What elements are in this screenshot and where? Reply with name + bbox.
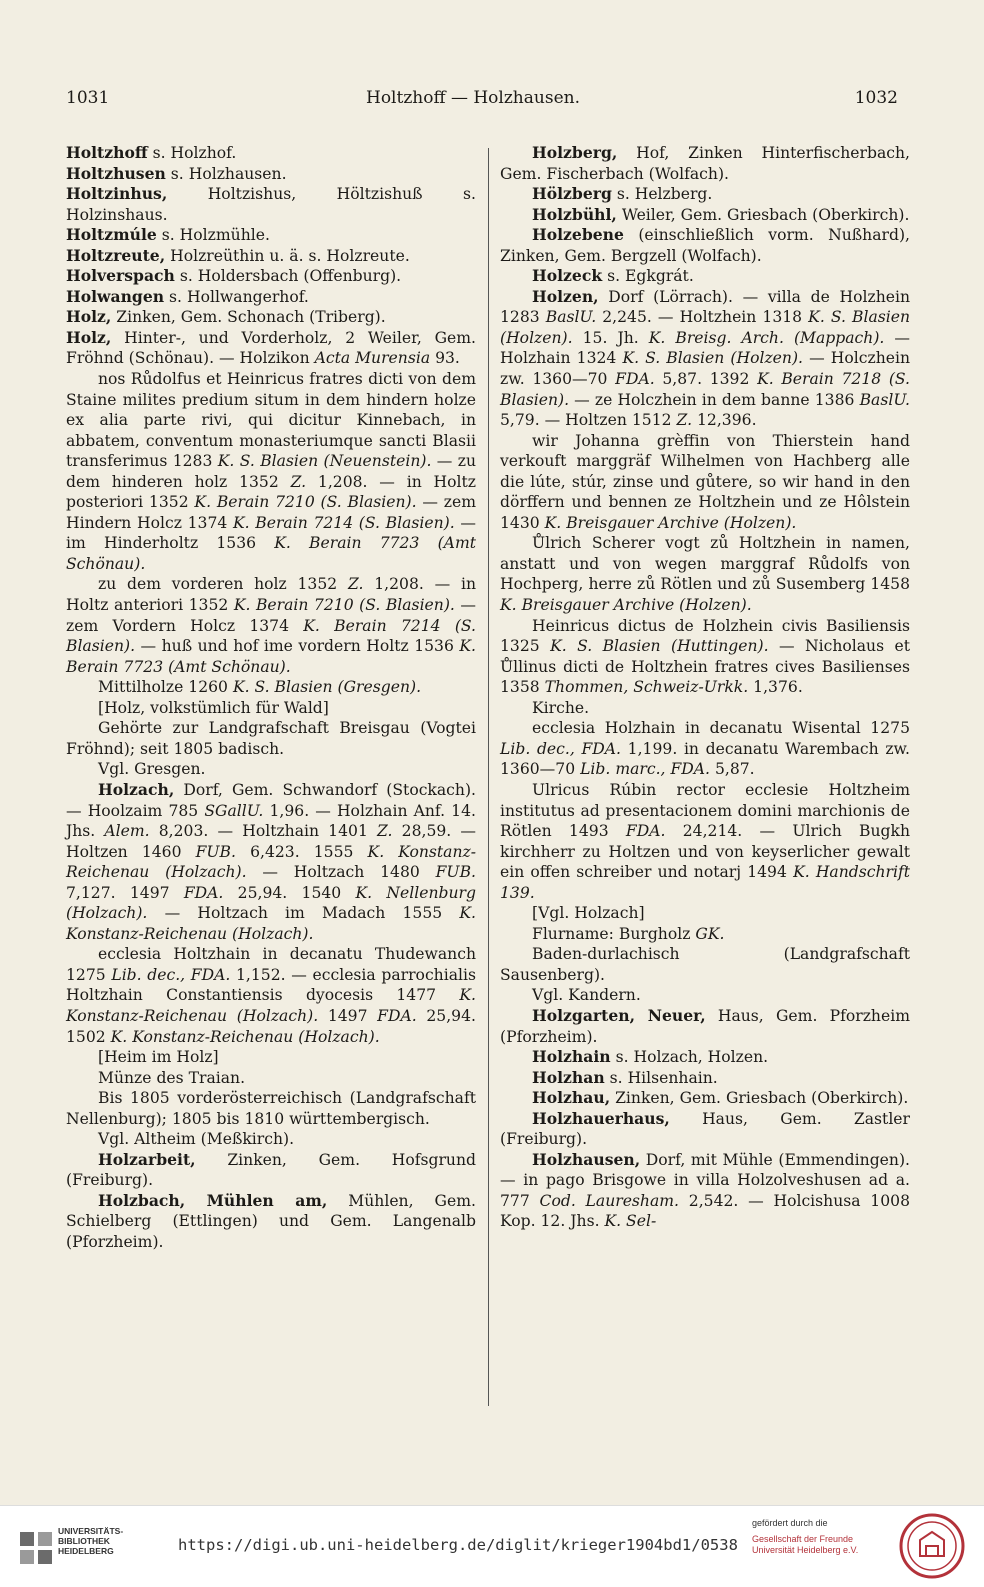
entry-text: — zem Vordern Holcz 1374	[66, 596, 476, 635]
entry-paragraph	[66, 1068, 476, 1089]
entry-text: s. Holzhausen.	[165, 164, 287, 183]
entry-text: — im Hinderholtz 1536	[66, 513, 476, 553]
entry-paragraph	[500, 266, 910, 287]
left-column	[66, 143, 476, 1253]
entry-headword: Holtzreute,	[66, 245, 166, 265]
entry-text: Mittilholze 1260	[98, 678, 233, 697]
entry-paragraph	[500, 287, 910, 431]
source-citation: Thommen, Schweiz-Urkk.	[544, 678, 749, 697]
entry-text: — Holtzach im Madach 1555	[147, 904, 460, 923]
entry-text: 12,396.	[692, 411, 757, 430]
entry-text: 5,87.	[710, 760, 755, 779]
entry-text: Dorf, Gem. Schwandorf (Stockach). — Hoolzaim 785	[66, 780, 476, 820]
entry-text: 1,376.	[748, 678, 803, 697]
source-citation: FUB.	[195, 842, 236, 861]
entry-headword: Holz,	[66, 327, 112, 347]
entry-text: 6,423. 1555	[235, 842, 368, 861]
source-citation: K. Berain 7214 (S. Blasien).	[66, 616, 476, 656]
entry-text: Kirche.	[532, 698, 590, 717]
source-citation: FDA.	[625, 822, 666, 841]
entry-paragraph	[500, 985, 910, 1006]
entry-headword: Holzhau,	[532, 1088, 611, 1108]
source-citation: FDA.	[615, 370, 655, 389]
entry-headword: Holtzhoff	[66, 143, 148, 162]
source-citation: K. Breisgauer Archive (Holzen).	[544, 513, 797, 532]
entry-paragraph	[500, 924, 910, 945]
running-title: Holtzhoff — Holzhausen.	[366, 88, 580, 108]
entry-text: [Heim im Holz]	[98, 1048, 219, 1067]
entry-text: s. Egkgrát.	[602, 267, 694, 286]
source-citation: Lib. marc., FDA.	[580, 760, 710, 779]
entry-text: 7,127. 1497	[66, 883, 184, 902]
entry-paragraph	[500, 225, 910, 266]
source-citation: Z.	[377, 822, 393, 841]
entry-text: Vgl. Gresgen.	[98, 760, 206, 779]
entry-text: Vgl. Kandern.	[532, 986, 641, 1005]
sponsor-name-line: Gesellschaft der Freunde	[752, 1534, 854, 1544]
entry-text: s. Holzmühle.	[156, 226, 270, 245]
entry-headword: Holwangen	[66, 286, 165, 306]
entry-text: Holzreüthin u. ä. s. Holzreute.	[165, 246, 410, 265]
entry-text: Zinken, Gem. Schonach (Triberg).	[111, 308, 386, 327]
entry-text: Heinricus dictus de Holzhein civis Basiliensis 1325	[500, 616, 910, 656]
source-citation: FDA.	[377, 1006, 417, 1025]
source-citation: K. Berain 7210 (S. Blasien).	[233, 596, 455, 615]
source-citation: K. Berain 7723 (Amt Schönau).	[66, 637, 476, 676]
source-citation: K. Sel-	[604, 1212, 657, 1231]
source-citation: BaslU.	[545, 308, 597, 327]
source-citation: K. S. Blasien (Neuenstein).	[217, 452, 432, 471]
entry-text: 2,542. — Holcishusa 1008 Kop. 12. Jhs.	[500, 1191, 910, 1231]
source-citation: K. Konstanz-Reichenau (Holzach).	[110, 1027, 380, 1046]
entry-headword: Holzarbeit,	[98, 1149, 196, 1169]
entry-headword: Holzeck	[532, 266, 603, 286]
entry-headword: Holzen,	[532, 286, 599, 306]
source-citation: Acta Murensia	[314, 349, 431, 368]
entry-paragraph	[66, 246, 476, 267]
source-citation: K. S. Blasien (Huttingen).	[550, 637, 769, 656]
source-citation: FUB.	[435, 863, 476, 882]
entry-paragraph	[66, 184, 476, 225]
source-citation: FDA.	[183, 883, 224, 902]
entry-paragraph	[66, 780, 476, 944]
entry-headword: Holzhain	[532, 1047, 611, 1067]
entry-paragraph	[500, 1088, 910, 1109]
entry-paragraph	[500, 184, 910, 205]
source-citation: K. Handschrift 139.	[500, 863, 910, 902]
entry-text: Hof, Zinken Hinterfischerbach, Gem. Fischerbach (Wolfach).	[500, 144, 910, 183]
entry-paragraph	[66, 164, 476, 185]
entry-text: ecclesia Holzhain in decanatu Wisental 1275	[532, 719, 910, 738]
entry-text: [Holz, volkstümlich für Wald]	[98, 698, 329, 717]
entry-paragraph	[66, 759, 476, 780]
entry-text: Bis 1805 vorderösterreichisch (Landgrafschaft Nellenburg); 1805 bis 1810 württembergisch.	[66, 1089, 476, 1128]
entry-headword: Holzebene	[532, 225, 624, 245]
entry-text: Holtzishus, Höltzishuß s. Holzinshaus.	[66, 185, 476, 224]
source-citation: BaslU.	[859, 390, 910, 409]
entry-text: — Holczhein zw. 1360—70	[500, 349, 911, 389]
source-citation: K. Breisg. Arch. (Mappach).	[648, 328, 885, 347]
entry-text: 25,94. 1502	[66, 1006, 476, 1046]
entry-text: 28,59. — Holtzen 1460	[66, 822, 476, 861]
entry-paragraph	[66, 1150, 476, 1191]
entry-headword: Holz,	[66, 307, 112, 327]
sponsor-name	[752, 1534, 858, 1556]
entry-paragraph	[66, 574, 476, 677]
entry-text: 15. Jh.	[572, 328, 649, 347]
entry-text: 8,203. — Holtzhain 1401	[149, 822, 377, 841]
entry-paragraph	[500, 143, 910, 184]
entry-text: 2,245. — Holtzhein 1318	[596, 308, 809, 327]
entry-text: s. Holzhof.	[147, 144, 237, 162]
entry-paragraph	[500, 944, 910, 985]
entry-paragraph	[500, 1006, 910, 1047]
entry-text: s. Holzach, Holzen.	[610, 1048, 769, 1067]
page-header	[66, 88, 898, 118]
sponsor-name-line: Universität Heidelberg e.V.	[752, 1545, 859, 1555]
source-citation: K. Nellenburg (Holzach).	[66, 883, 476, 923]
entry-paragraph	[66, 369, 476, 574]
entry-text: Ůlrich Scherer vogt zů Holtzhein in namen, anstatt und von wegen marggraf Růdolfs von Hochperg, herre zů Rötlen und zů Susemberg 1458	[500, 534, 910, 594]
entry-paragraph	[500, 533, 910, 615]
entry-paragraph	[66, 1088, 476, 1129]
entry-headword: Holzhan	[532, 1067, 605, 1087]
entry-paragraph	[66, 698, 476, 719]
entry-text: (einschließlich vorm. Nußhard), Zinken, Gem. Bergzell (Wolfach).	[500, 226, 910, 265]
entry-text: 5,79. — Holtzen 1512	[500, 411, 677, 430]
entry-text: Münze des Traian.	[98, 1068, 246, 1087]
entry-text: — zu dem hinderen holz 1352	[66, 452, 476, 491]
entry-text: — zem Hindern Holcz 1374	[66, 493, 476, 532]
entry-headword: Holzhausen,	[532, 1149, 641, 1169]
page-number-right: 1032	[854, 88, 898, 108]
source-citation: Lib. dec., FDA.	[111, 965, 231, 984]
column-divider	[488, 148, 489, 1406]
entry-headword: Holtzhusen	[66, 163, 166, 183]
entry-text: Hinter-, und Vorderholz, 2 Weiler, Gem. Fröhnd (Schönau). — Holzikon	[66, 328, 476, 368]
entry-headword: Holzbach, Mühlen am,	[98, 1190, 328, 1210]
entry-text: Baden-durlachisch (Landgrafschaft Sausenberg).	[500, 945, 910, 984]
entry-headword: Holzbühl,	[532, 204, 617, 224]
sponsor-label: gefördert durch die	[752, 1518, 828, 1528]
entry-text: [Vgl. Holzach]	[532, 904, 645, 923]
entry-paragraph	[66, 944, 476, 1047]
entry-headword: Hölzberg	[532, 184, 612, 204]
entry-paragraph	[500, 1109, 910, 1150]
entry-text: Vgl. Altheim (Meßkirch).	[98, 1130, 295, 1149]
entry-text: 24,214. — Ulrich Bugkh kirchherr zu Holtzen und von keyserlicher gewalt ein offen schreiber und notarj 1494	[500, 822, 910, 882]
entry-paragraph	[66, 266, 476, 287]
source-citation: Cod. Lauresham.	[539, 1191, 680, 1210]
entry-text: s. Hilsenhain.	[604, 1068, 718, 1087]
source-citation: Z.	[676, 411, 693, 430]
entry-text: 1,208. — in Holtz posteriori 1352	[66, 472, 476, 512]
entry-text: 1,208. — in Holtz anteriori 1352	[66, 575, 477, 615]
source-citation: K. Berain 7218 (S. Blasien).	[500, 370, 910, 409]
university-seal-icon	[898, 1512, 966, 1580]
source-citation: K. Konstanz-Reichenau (Holzach).	[66, 842, 476, 882]
source-citation: K. Konstanz-Reichenau (Holzach).	[66, 986, 476, 1025]
entry-headword: Holzgarten, Neuer,	[532, 1005, 706, 1025]
source-citation: SGallU.	[204, 801, 264, 820]
entry-paragraph	[500, 698, 910, 719]
entry-paragraph	[66, 225, 476, 246]
entry-text: s. Helzberg.	[611, 185, 713, 204]
source-citation: K. Breisgauer Archive (Holzen).	[500, 596, 752, 615]
entry-text: — ze Holczhein in dem banne 1386	[569, 390, 860, 409]
entry-text: Weiler, Gem. Griesbach (Oberkirch).	[616, 205, 910, 224]
entry-text: 1,152. — ecclesia parrochialis Holtzhain Constantiensis dyocesis 1477	[66, 965, 476, 1005]
entry-text: 1,199. in decanatu Warembach zw. 1360—70	[500, 739, 911, 779]
right-column	[500, 143, 910, 1232]
library-name-line: HEIDELBERG	[58, 1546, 114, 1556]
source-citation: K. Berain 7723 (Amt Schönau).	[66, 534, 476, 573]
source-citation: K. Berain 7210 (S. Blasien).	[194, 493, 417, 512]
entry-headword: Holtzmúle	[66, 225, 157, 245]
source-citation: K. Berain 7214 (S. Blasien).	[233, 513, 455, 532]
source-citation: Z.	[347, 575, 364, 594]
entry-paragraph	[500, 1047, 910, 1068]
entry-text: Ulricus Rúbin rector ecclesie Holtzheim institutus ad presentacionem domini marchionis de Rötlen 1493	[500, 780, 910, 841]
entry-text: Dorf, mit Mühle (Emmendingen). — in pago Brisgowe in villa Holzolveshusen ad a. 777	[500, 1150, 910, 1210]
source-citation: Z.	[290, 472, 307, 491]
entry-text: Flurname: Burgholz	[532, 924, 696, 943]
entry-paragraph	[66, 328, 476, 369]
library-name	[58, 1526, 123, 1556]
entry-paragraph	[66, 1129, 476, 1150]
entry-headword: Holtzinhus,	[66, 184, 168, 204]
source-citation: Lib. dec., FDA.	[500, 739, 622, 758]
entry-paragraph	[500, 903, 910, 924]
footer-bar	[0, 1505, 984, 1587]
entry-text: 1497	[318, 1006, 378, 1025]
entry-text: Dorf (Lörrach). — villa de Holzhein 1283	[500, 287, 910, 327]
entry-paragraph	[500, 780, 910, 903]
entry-text: 5,87. 1392	[654, 370, 758, 389]
entry-headword: Holzach,	[98, 779, 175, 799]
library-name-line: UNIVERSITÄTS-	[58, 1526, 124, 1536]
source-citation: GK.	[695, 924, 725, 943]
entry-paragraph	[500, 718, 910, 780]
entry-headword: Holverspach	[66, 266, 175, 286]
source-citation: K. Konstanz-Reichenau (Holzach).	[66, 904, 476, 943]
entry-paragraph	[500, 205, 910, 226]
entry-text: 25,94. 1540	[223, 883, 356, 902]
source-citation: K. S. Blasien (Holzen).	[622, 349, 803, 368]
library-logo-icon	[18, 1530, 54, 1566]
permalink-url[interactable]: https://digi.ub.uni-heidelberg.de/diglit/krieger1904bd1/0538	[178, 1536, 738, 1554]
entry-text: Zinken, Gem. Hofsgrund (Freiburg).	[66, 1150, 476, 1190]
entry-paragraph	[500, 1150, 910, 1232]
entry-paragraph	[66, 718, 476, 759]
entry-paragraph	[66, 307, 476, 328]
entry-paragraph	[66, 143, 476, 164]
entry-paragraph	[66, 677, 476, 698]
entry-text: 93.	[430, 349, 460, 368]
entry-text: — Nicholaus et Ůllinus dicti de Holtzhein fratres cives Basilienses 1358	[500, 637, 910, 697]
entry-paragraph	[66, 287, 476, 308]
entry-paragraph	[500, 616, 910, 698]
entry-text: Haus, Gem. Zastler (Freiburg).	[500, 1109, 910, 1149]
entry-text: wir Johanna grèffin von Thierstein hand verkouft marggräf Wilhelmen von Hachberg alle die lúte, stúr, zinse und gůtere, so wir hand in den dörffern und bennen ze Holtzhein und ze Hôlstein 1430	[500, 431, 910, 532]
source-citation: K. S. Blasien (Holzen).	[500, 308, 911, 347]
entry-text: zu dem vorderen holz 1352	[98, 575, 348, 594]
entry-headword: Holzberg,	[532, 143, 618, 162]
page-number-left: 1031	[66, 88, 110, 108]
library-name-line: BIBLIOTHEK	[58, 1536, 110, 1546]
entry-text: — Holzhain 1324	[500, 328, 910, 368]
entry-text: Haus, Gem. Pforzheim (Pforzheim).	[500, 1006, 910, 1046]
entry-paragraph	[66, 1047, 476, 1068]
entry-text: — huß und hof ime vordern Holtz 1536	[135, 637, 460, 656]
entry-text: s. Hollwangerhof.	[164, 287, 309, 306]
entry-text: nos Růdolfus et Heinricus fratres dicti von dem Staine milites predium situm in dem hindern holze ex alia parte rivi, qui dicitur Kinnebach, in abbatem, conventum monasteriumque sancti Blasii transferimus 1283	[66, 370, 476, 471]
entry-text: Mühlen, Gem. Schielberg (Ettlingen) und Gem. Langenalb (Pforzheim).	[66, 1191, 476, 1251]
entry-paragraph	[66, 1191, 476, 1253]
entry-paragraph	[500, 1068, 910, 1089]
entry-text: 1,96. — Holzhain Anf. 14. Jhs.	[66, 801, 476, 841]
entry-paragraph	[500, 431, 910, 534]
entry-headword: Holzhauerhaus,	[532, 1108, 670, 1128]
source-citation: K. S. Blasien (Gresgen).	[232, 678, 422, 697]
entry-text: ecclesia Holtzhain in decanatu Thudewanch 1275	[66, 945, 476, 984]
entry-text: s. Holdersbach (Offenburg).	[174, 267, 402, 286]
entry-text: Zinken, Gem. Griesbach (Oberkirch).	[610, 1089, 909, 1108]
entry-text: — Holtzach 1480	[246, 863, 436, 882]
source-citation: Alem.	[104, 822, 150, 841]
entry-text: Gehörte zur Landgrafschaft Breisgau (Vogtei Fröhnd); seit 1805 badisch.	[66, 719, 476, 758]
